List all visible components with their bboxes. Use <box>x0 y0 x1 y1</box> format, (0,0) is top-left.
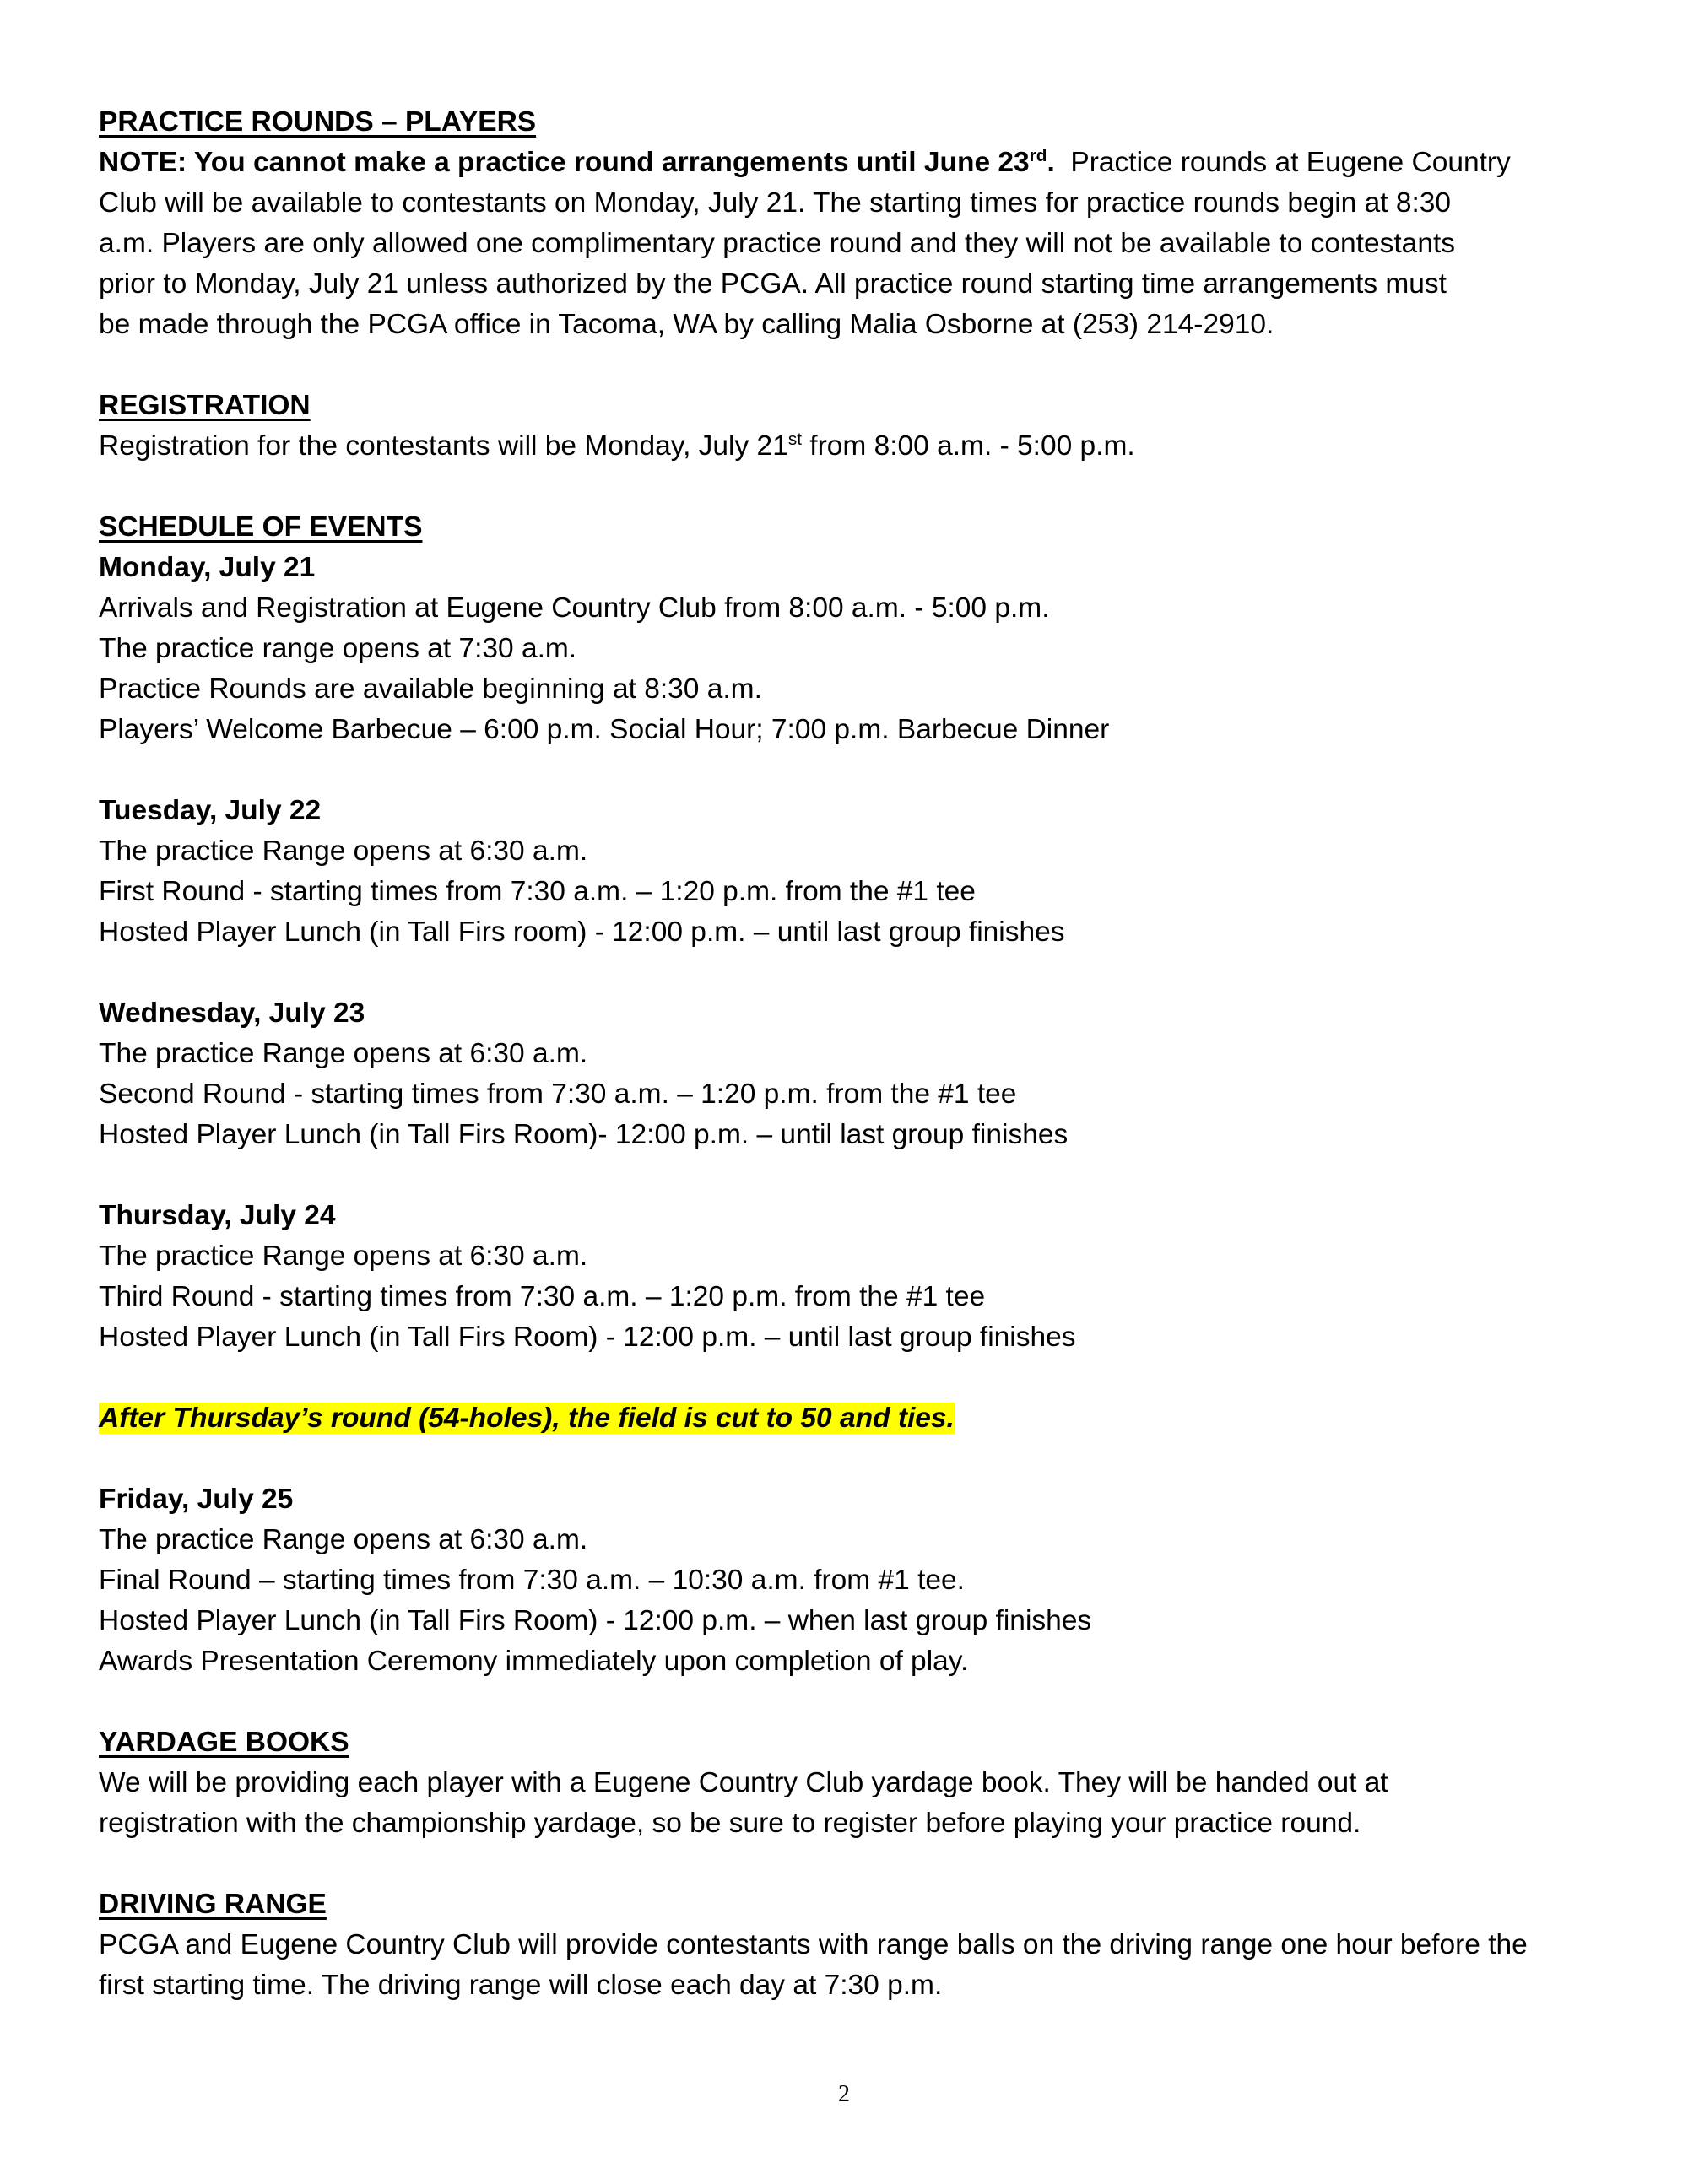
schedule-item: Hosted Player Lunch (in Tall Firs Room) - 12:00 p.m. – until last group finishes <box>99 1322 1076 1353</box>
driving-range-heading: DRIVING RANGE <box>99 1889 327 1920</box>
schedule-item: Second Round - starting times from 7:30 a.m. – 1:20 p.m. from the #1 tee <box>99 1078 1017 1110</box>
registration-heading: REGISTRATION <box>99 390 311 421</box>
practice-note-line <box>99 143 1601 183</box>
schedule-item: Third Round - starting times from 7:30 a.m. – 1:20 p.m. from the #1 tee <box>99 1281 986 1312</box>
schedule-item: The practice range opens at 7:30 a.m. <box>99 633 577 664</box>
schedule-item: Practice Rounds are available beginning at 8:30 a.m. <box>99 673 762 705</box>
registration-section <box>99 386 1601 467</box>
yardage-books-section <box>99 1722 1601 1844</box>
practice-paragraph-line: a.m. Players are only allowed one complimentary practice round and they will not be available to contestants <box>99 228 1456 259</box>
cut-note-highlight: After Thursday’s round (54-holes), the field is cut to 50 and ties. <box>99 1403 955 1434</box>
schedule-section <box>99 507 1601 1682</box>
practice-rounds-heading: PRACTICE ROUNDS – PLAYERS <box>99 106 537 138</box>
registration-text: Registration for the contestants will be Monday, July 21st from 8:00 a.m. - 5:00 p.m. <box>99 429 1135 462</box>
schedule-item: Final Round – starting times from 7:30 a.m. – 10:30 a.m. from #1 tee. <box>99 1565 965 1596</box>
schedule-item: The practice Range opens at 6:30 a.m. <box>99 1241 588 1272</box>
schedule-item: Arrivals and Registration at Eugene Country Club from 8:00 a.m. - 5:00 p.m. <box>99 592 1050 624</box>
schedule-item: The practice Range opens at 6:30 a.m. <box>99 835 588 867</box>
schedule-item: Awards Presentation Ceremony immediately upon completion of play. <box>99 1646 969 1677</box>
practice-note-continued: Practice rounds at Eugene Country <box>1070 147 1511 178</box>
yardage-text-line: registration with the championship yardage, so be sure to register before playing your practice round. <box>99 1808 1361 1839</box>
practice-rounds-section <box>99 102 1601 345</box>
schedule-item: Players’ Welcome Barbecue – 6:00 p.m. Social Hour; 7:00 p.m. Barbecue Dinner <box>99 714 1110 745</box>
schedule-item: Hosted Player Lunch (in Tall Firs room) - 12:00 p.m. – until last group finishes <box>99 916 1065 948</box>
wednesday-title: Wednesday, July 23 <box>99 997 365 1029</box>
practice-paragraph-line: prior to Monday, July 21 unless authorized by the PCGA. All practice round starting time arrangements must <box>99 268 1447 300</box>
schedule-item: The practice Range opens at 6:30 a.m. <box>99 1038 588 1069</box>
monday-title: Monday, July 21 <box>99 552 316 583</box>
driving-range-section <box>99 1884 1601 2006</box>
thursday-title: Thursday, July 24 <box>99 1200 336 1231</box>
driving-range-text-line: PCGA and Eugene Country Club will provide contestants with range balls on the driving range one hour before the <box>99 1929 1528 1960</box>
schedule-item: Hosted Player Lunch (in Tall Firs Room)- 12:00 p.m. – until last group finishes <box>99 1119 1069 1150</box>
schedule-item: Hosted Player Lunch (in Tall Firs Room) - 12:00 p.m. – when last group finishes <box>99 1605 1092 1636</box>
practice-note: NOTE: You cannot make a practice round arrangements until June 23rd. <box>99 145 1055 178</box>
document-page <box>99 102 1601 2006</box>
friday-title: Friday, July 25 <box>99 1484 294 1515</box>
practice-paragraph-line: be made through the PCGA office in Tacoma, WA by calling Malia Osborne at (253) 214-2910. <box>99 309 1274 340</box>
schedule-item: The practice Range opens at 6:30 a.m. <box>99 1524 588 1555</box>
page-number: 2 <box>838 2081 850 2107</box>
practice-paragraph-line: Club will be available to contestants on Monday, July 21. The starting times for practice rounds begin at 8:30 <box>99 187 1452 219</box>
yardage-text-line: We will be providing each player with a Eugene Country Club yardage book. They will be handed out at <box>99 1767 1388 1798</box>
schedule-item: First Round - starting times from 7:30 a.m. – 1:20 p.m. from the #1 tee <box>99 876 976 907</box>
tuesday-title: Tuesday, July 22 <box>99 795 322 826</box>
yardage-books-heading: YARDAGE BOOKS <box>99 1727 349 1758</box>
schedule-heading: SCHEDULE OF EVENTS <box>99 511 423 543</box>
driving-range-text-line: first starting time. The driving range will close each day at 7:30 p.m. <box>99 1970 943 2001</box>
